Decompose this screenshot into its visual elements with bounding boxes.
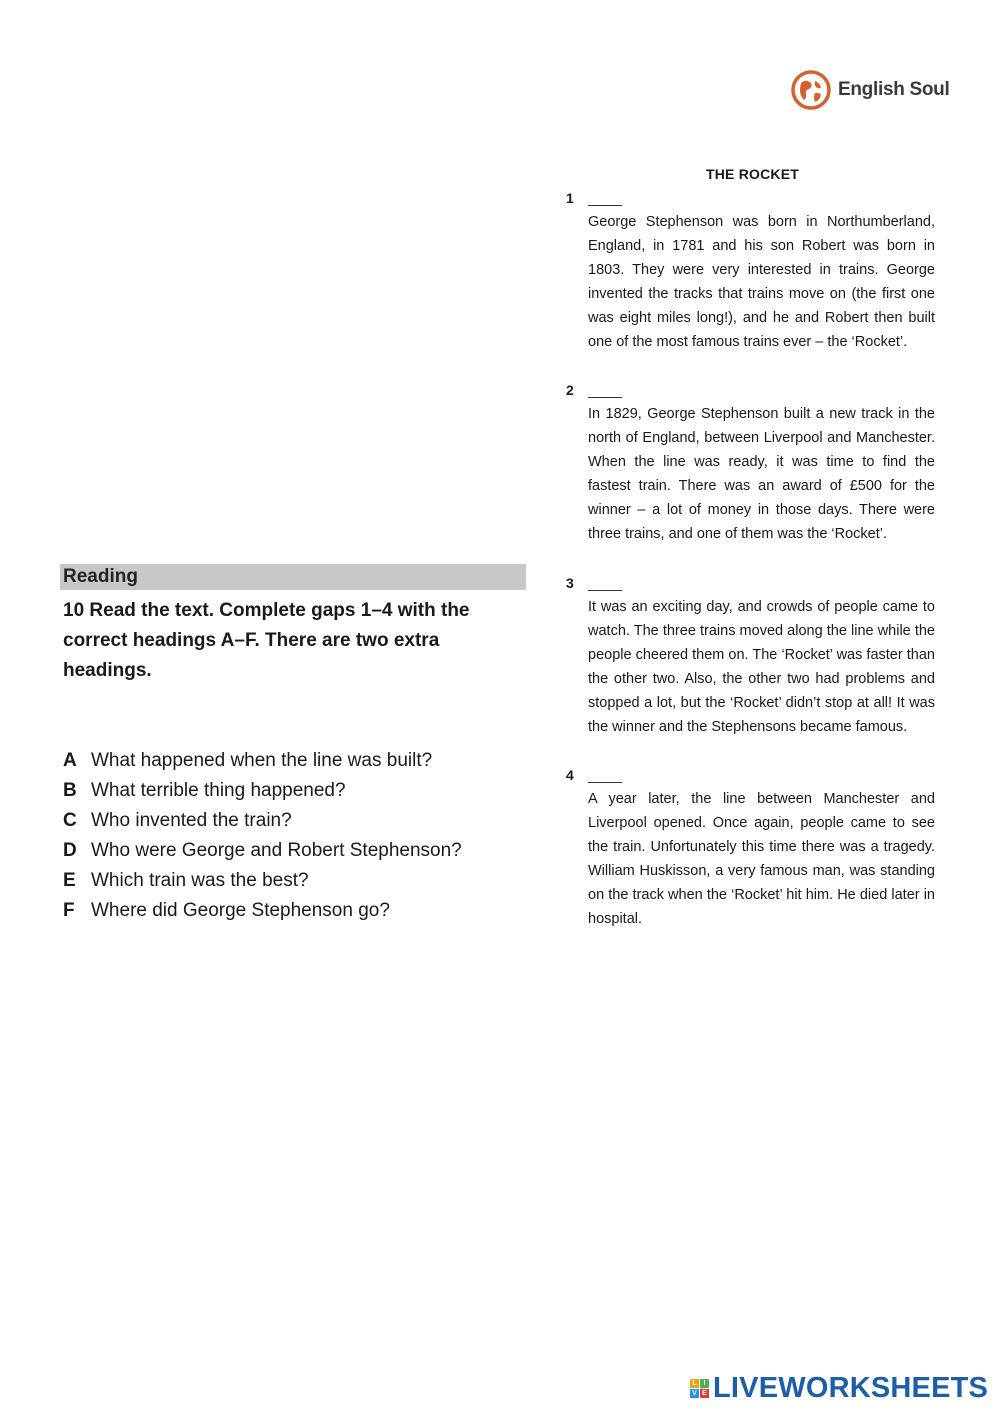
badge-letter: E [700,1389,709,1398]
heading-option-f [63,896,523,926]
task-instructions: 10 Read the text. Complete gaps 1–4 with the correct headings A–F. There are two extra headings. [63,600,470,681]
section-title: Reading [63,566,138,587]
globe-icon [790,69,832,111]
liveworksheets-badge-icon [690,1379,709,1398]
section-number-1: 1 [566,190,574,206]
heading-option-d [63,836,523,866]
heading-letter: B [63,780,77,801]
heading-letter: F [63,900,75,921]
article-title: THE ROCKET [706,166,799,182]
answer-gap-1[interactable] [588,192,622,206]
liveworksheets-brand [690,1372,988,1405]
headings-list [63,746,523,926]
answer-gap-2[interactable] [588,384,622,398]
answer-gap-4[interactable] [588,769,622,783]
heading-option-b [63,776,523,806]
section-number-4: 4 [566,767,574,783]
section-body-2: In 1829, George Stephenson built a new track in the north of England, between Liverpool and Manchester. When the line was ready, it was time to find the fastest train. There was an award of £500 for the winner – a lot of money in those days. There were three trains, and one of them was the ‘Rocket’. [588,406,935,542]
liveworksheets-text: LIVEWORKSHEETS [713,1372,989,1404]
logo-text: English Soul [838,79,950,100]
section-body-3: It was an exciting day, and crowds of people came to watch. The three trains moved along the line while the people cheered them on. The ‘Rocket’ was faster than the other two. Also, the other two had problems and stopped a lot, but the ‘Rocket’ didn’t stop at all! It was the winner and the Stephensons became famous. [588,599,935,735]
section-number-2: 2 [566,382,574,398]
heading-text: What terrible thing happened? [91,780,346,801]
heading-letter: E [63,870,76,891]
english-soul-logo [790,69,949,111]
heading-text: Who were George and Robert Stephenson? [91,840,462,861]
section-body-4: A year later, the line between Manchester and Liverpool opened. Once again, people came to see the train. Unfortunately this time there was a tragedy. William Huskisson, a very famous man, was standing on the track when the ‘Rocket’ hit him. He died later in hospital. [588,791,935,927]
answer-gap-3[interactable] [588,577,622,591]
heading-letter: C [63,810,77,831]
heading-option-a [63,746,523,776]
heading-letter: A [63,750,77,771]
badge-letter: I [700,1379,709,1388]
heading-text: What happened when the line was built? [91,750,433,771]
section-number-3: 3 [566,575,574,591]
heading-text: Which train was the best? [91,870,309,891]
heading-letter: D [63,840,77,861]
heading-text: Who invented the train? [91,810,292,831]
heading-text: Where did George Stephenson go? [91,900,390,921]
badge-letter: V [690,1389,699,1398]
heading-option-e [63,866,523,896]
section-body-1: George Stephenson was born in Northumberland, England, in 1781 and his son Robert was born in 1803. They were very interested in trains. George invented the tracks that trains move on (the first one was eight miles long!), and he and Robert then built one of the most famous trains ever – the ‘Rocket’. [588,214,935,350]
heading-option-c [63,806,523,836]
badge-letter: L [690,1379,699,1388]
reading-section-bar [60,564,526,590]
